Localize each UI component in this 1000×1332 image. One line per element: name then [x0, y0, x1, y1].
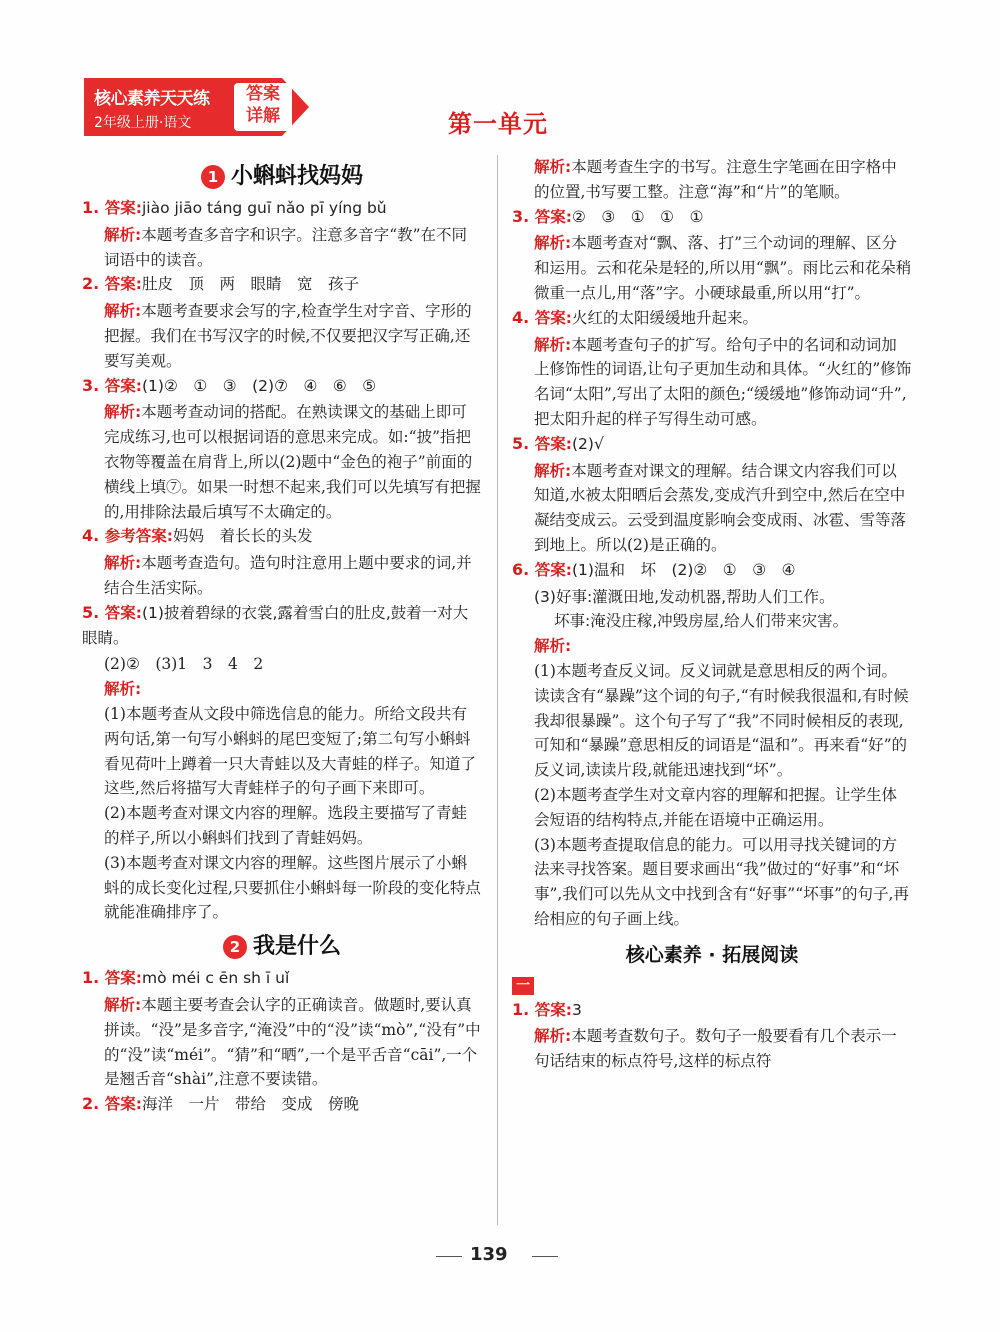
- question-number: 1.: [512, 999, 535, 1019]
- answer-text: 火红的太阳缓缓地升起来。: [571, 308, 758, 327]
- analysis-part-1: (1)本题考查反义词。反义词就是意思相反的两个词。读读含有“暴躁”这个词的句子,“有时候我很温和,有时候我却很暴躁”。这个句子写了“我”不同时候相反的表现,可知和“暴躁”意思相反的词语是“温和”。再来看“好”的反义词,读读片段,就能迅速找到“坏”。: [534, 661, 909, 780]
- question-number: 1.: [82, 198, 105, 217]
- badge-top: 答案: [246, 84, 280, 104]
- page-number-rule-right: [532, 1256, 558, 1257]
- question-4: [82, 524, 482, 549]
- lesson-title-1: [82, 159, 482, 190]
- page-number-rule-left: [436, 1256, 462, 1257]
- unit-title: 第一单元: [448, 110, 548, 138]
- analysis: [82, 299, 482, 373]
- analysis: [512, 459, 912, 558]
- question-1: [512, 998, 912, 1023]
- answer-text: mò méi c ēn sh ī uǐ: [141, 969, 290, 988]
- question-6: [512, 558, 912, 583]
- analysis-part-3: (3)本题考查提取信息的能力。可以用寻找关键词的方法来寻找答案。题目要求画出“我”做过的“好事”和“坏事”,我们可以先从文中找到含有“好事”“坏事”的句子,再给相应的句子画上线。: [534, 835, 909, 928]
- question-5: [82, 601, 482, 651]
- answer-text: 3: [571, 1000, 582, 1019]
- analysis-text: 本题考查对课文的理解。结合课文内容我们可以知道,水被太阳晒后会蒸发,变成汽升到空中,然后在空中凝结变成云。云受到温度影响会变成雨、冰雹、雪等落到地上。所以(2)是正确的。: [534, 461, 907, 554]
- analysis: [512, 155, 912, 205]
- answer-text: (1)披着碧绿的衣裳,露着雪白的肚皮,鼓着一对大眼睛。: [82, 603, 469, 647]
- header-banner: [84, 78, 329, 136]
- analysis-part-2: (2)本题考查学生对文章内容的理解和把握。让学生体会短语的结构特点,并能在语境中正确运用。: [534, 785, 897, 829]
- question-2: [82, 1092, 482, 1117]
- analysis-part-1: (1)本题考查从文段中筛选信息的能力。所给文段共有两句话,第一句写小蝌蚪的尾巴变短了;第二句写小蝌蚪看见荷叶上蹲着一只大青蛙以及大青蛙的样子。知道了这些,然后将描写大青蛙样子的句子画下来即可。: [104, 704, 477, 798]
- answer-label: 答案:: [104, 199, 142, 217]
- right-column: [512, 155, 912, 1074]
- answer-label: 答案:: [104, 1095, 142, 1114]
- answer-detail-badge: [234, 83, 292, 131]
- analysis-text: 本题考查生字的书写。注意生字笔画在田字格中的位置,书写要工整。注意“海”和“片”的笔顺。: [534, 158, 897, 201]
- answer-label: 答案:: [104, 376, 142, 395]
- analysis-label: 解析:: [104, 225, 142, 244]
- analysis: [512, 231, 912, 305]
- question-5: [512, 432, 912, 457]
- answer-continued: (2)② (3)1 3 4 2: [104, 655, 264, 674]
- analysis-label: 解析:: [534, 1027, 572, 1046]
- analysis-label: 解析:: [104, 403, 142, 422]
- analysis: [512, 333, 912, 432]
- analysis-label: 解析:: [534, 234, 572, 253]
- answer-continued: (3)好事:灌溉田地,发动机器,帮助人们工作。: [534, 587, 835, 606]
- lesson-title-2: [82, 929, 482, 960]
- answer-text: 海洋 一片 带给 变成 傍晚: [141, 1095, 359, 1114]
- analysis-label-line: [82, 677, 482, 702]
- answer-label: 答案:: [534, 207, 572, 226]
- question-3: [82, 374, 482, 399]
- question-1: [82, 966, 482, 991]
- analysis-label: 解析:: [534, 461, 572, 480]
- lesson-title-text: 小蝌蚪找妈妈: [230, 164, 363, 189]
- question-3: [512, 205, 912, 230]
- question-2: [82, 272, 482, 297]
- analysis-text: 本题考查动词的搭配。在熟读课文的基础上即可完成练习,也可以根据词语的意思来完成。如:“披”指把衣物等覆盖在肩背上,所以(2)题中“金色的袍子”前面的横线上填⑦。如果一时想不起来,我们可以先填写有把握的,用排除法最后填写不太确定的。: [104, 403, 481, 521]
- analysis-label: 解析:: [534, 158, 572, 176]
- analysis: [512, 1024, 912, 1074]
- question-number: 6.: [512, 559, 535, 579]
- lesson-number-badge: 1: [201, 165, 225, 189]
- section-title: 核心素养 · 拓展阅读: [625, 943, 799, 966]
- question-number: 3.: [512, 206, 535, 226]
- answer-text: 妈妈 着长长的头发: [172, 527, 313, 546]
- answer-text: jiào jiāo táng guī nǎo pī yíng bǔ: [141, 199, 387, 217]
- answer-label: 答案:: [534, 308, 572, 327]
- lesson-title-text: 我是什么: [252, 934, 341, 960]
- answer-label: 答案:: [104, 969, 142, 988]
- answer-text: 肚皮 顶 两 眼睛 宽 孩子: [141, 275, 359, 294]
- analysis: [82, 400, 482, 524]
- answer-label: 答案:: [534, 560, 572, 579]
- question-4: [512, 306, 912, 331]
- section-marker: 一: [512, 977, 534, 995]
- answer-label: 答案:: [104, 603, 142, 622]
- question-1: [82, 196, 482, 221]
- ref-answer-label: 参考答案:: [104, 527, 173, 546]
- question-number: 4.: [512, 307, 535, 327]
- analysis: [82, 993, 482, 1092]
- analysis-text: 本题考查句子的扩写。给句子中的名词和动词加上修饰性的词语,让句子更加生动和具体。“火红的”修饰名词“太阳”,写出了太阳的颜色;“缓缓地”修饰动词“升”,把太阳升起的样子写得生动可感。: [534, 335, 912, 428]
- page-number: 139: [470, 1244, 508, 1265]
- section-marker-line: [512, 973, 912, 998]
- analysis: [82, 223, 482, 273]
- lesson-number-badge: 2: [223, 935, 247, 959]
- answer-text: (1)② ① ③ (2)⑦ ④ ⑥ ⑤: [141, 376, 377, 395]
- analysis-label: 解析:: [104, 302, 142, 321]
- left-column: [82, 155, 482, 1119]
- analysis-label: 解析:: [534, 637, 572, 656]
- answer-text: (1)温和 坏 (2)② ① ③ ④: [571, 560, 796, 579]
- analysis-text: 本题考查造句。造句时注意用上题中要求的词,并结合生活实际。: [104, 554, 472, 597]
- analysis-text: 本题主要考查会认字的正确读音。做题时,要认真拼读。“没”是多音字,“淹没”中的“没”读“mò”,“没有”中的“没”读“méi”。“猜”和“晒”,一个是平舌音“cāi”,一个是翘舌音“shài”,注意不要读错。: [104, 995, 481, 1089]
- banner-title: 核心素养天天练: [94, 89, 210, 109]
- analysis: [82, 551, 482, 601]
- analysis-text: 本题考查数句子。数句子一般要看有几个表示一句话结束的标点符号,这样的标点符: [534, 1027, 897, 1071]
- question-number: 5.: [512, 433, 535, 453]
- banner-grade: 2年级上册·语文: [94, 115, 192, 131]
- answer-label: 答案:: [104, 275, 142, 294]
- question-number: 2.: [82, 274, 105, 294]
- answer-text: ② ③ ① ① ①: [571, 207, 704, 226]
- badge-bottom: 详解: [246, 106, 280, 126]
- question-number: 4.: [82, 526, 105, 546]
- analysis-text: 本题考查要求会写的字,检查学生对字音、字形的把握。我们在书写汉字的时候,不仅要把汉字写正确,还要写美观。: [104, 302, 472, 370]
- analysis-part-3: (3)本题考查对课文内容的理解。这些图片展示了小蝌蚪的成长变化过程,只要抓住小蝌蚪每一阶段的变化特点就能准确排序了。: [104, 853, 481, 922]
- answer-label: 答案:: [534, 1000, 572, 1019]
- question-number: 5.: [82, 602, 105, 622]
- analysis-label: 解析:: [104, 995, 142, 1014]
- question-number: 1.: [82, 968, 105, 988]
- column-divider: [497, 155, 498, 1225]
- analysis-label: 解析:: [534, 335, 572, 354]
- analysis-text: 本题考查对“飘、落、打”三个动词的理解、区分和运用。云和花朵是轻的,所以用“飘”。雨比云和花朵稍微重一点儿,用“落”字。小硬球最重,所以用“打”。: [534, 234, 912, 302]
- answer-label: 答案:: [534, 434, 572, 453]
- answer-continued: 坏事:淹没庄稼,冲毁房屋,给人们带来灾害。: [554, 612, 849, 631]
- analysis-part-2: (2)本题考查对课文内容的理解。选段主要描写了青蛙的样子,所以小蝌蚪们找到了青蛙妈妈。: [104, 804, 467, 847]
- question-number: 3.: [82, 375, 105, 395]
- analysis-text: 本题考查多音字和识字。注意多音字“教”在不同词语中的读音。: [104, 225, 468, 269]
- analysis-label: 解析:: [104, 680, 142, 699]
- analysis-label: 解析:: [104, 554, 142, 573]
- analysis-label-line: [512, 634, 912, 659]
- question-number: 2.: [82, 1094, 105, 1114]
- answer-text: (2)√: [571, 434, 604, 453]
